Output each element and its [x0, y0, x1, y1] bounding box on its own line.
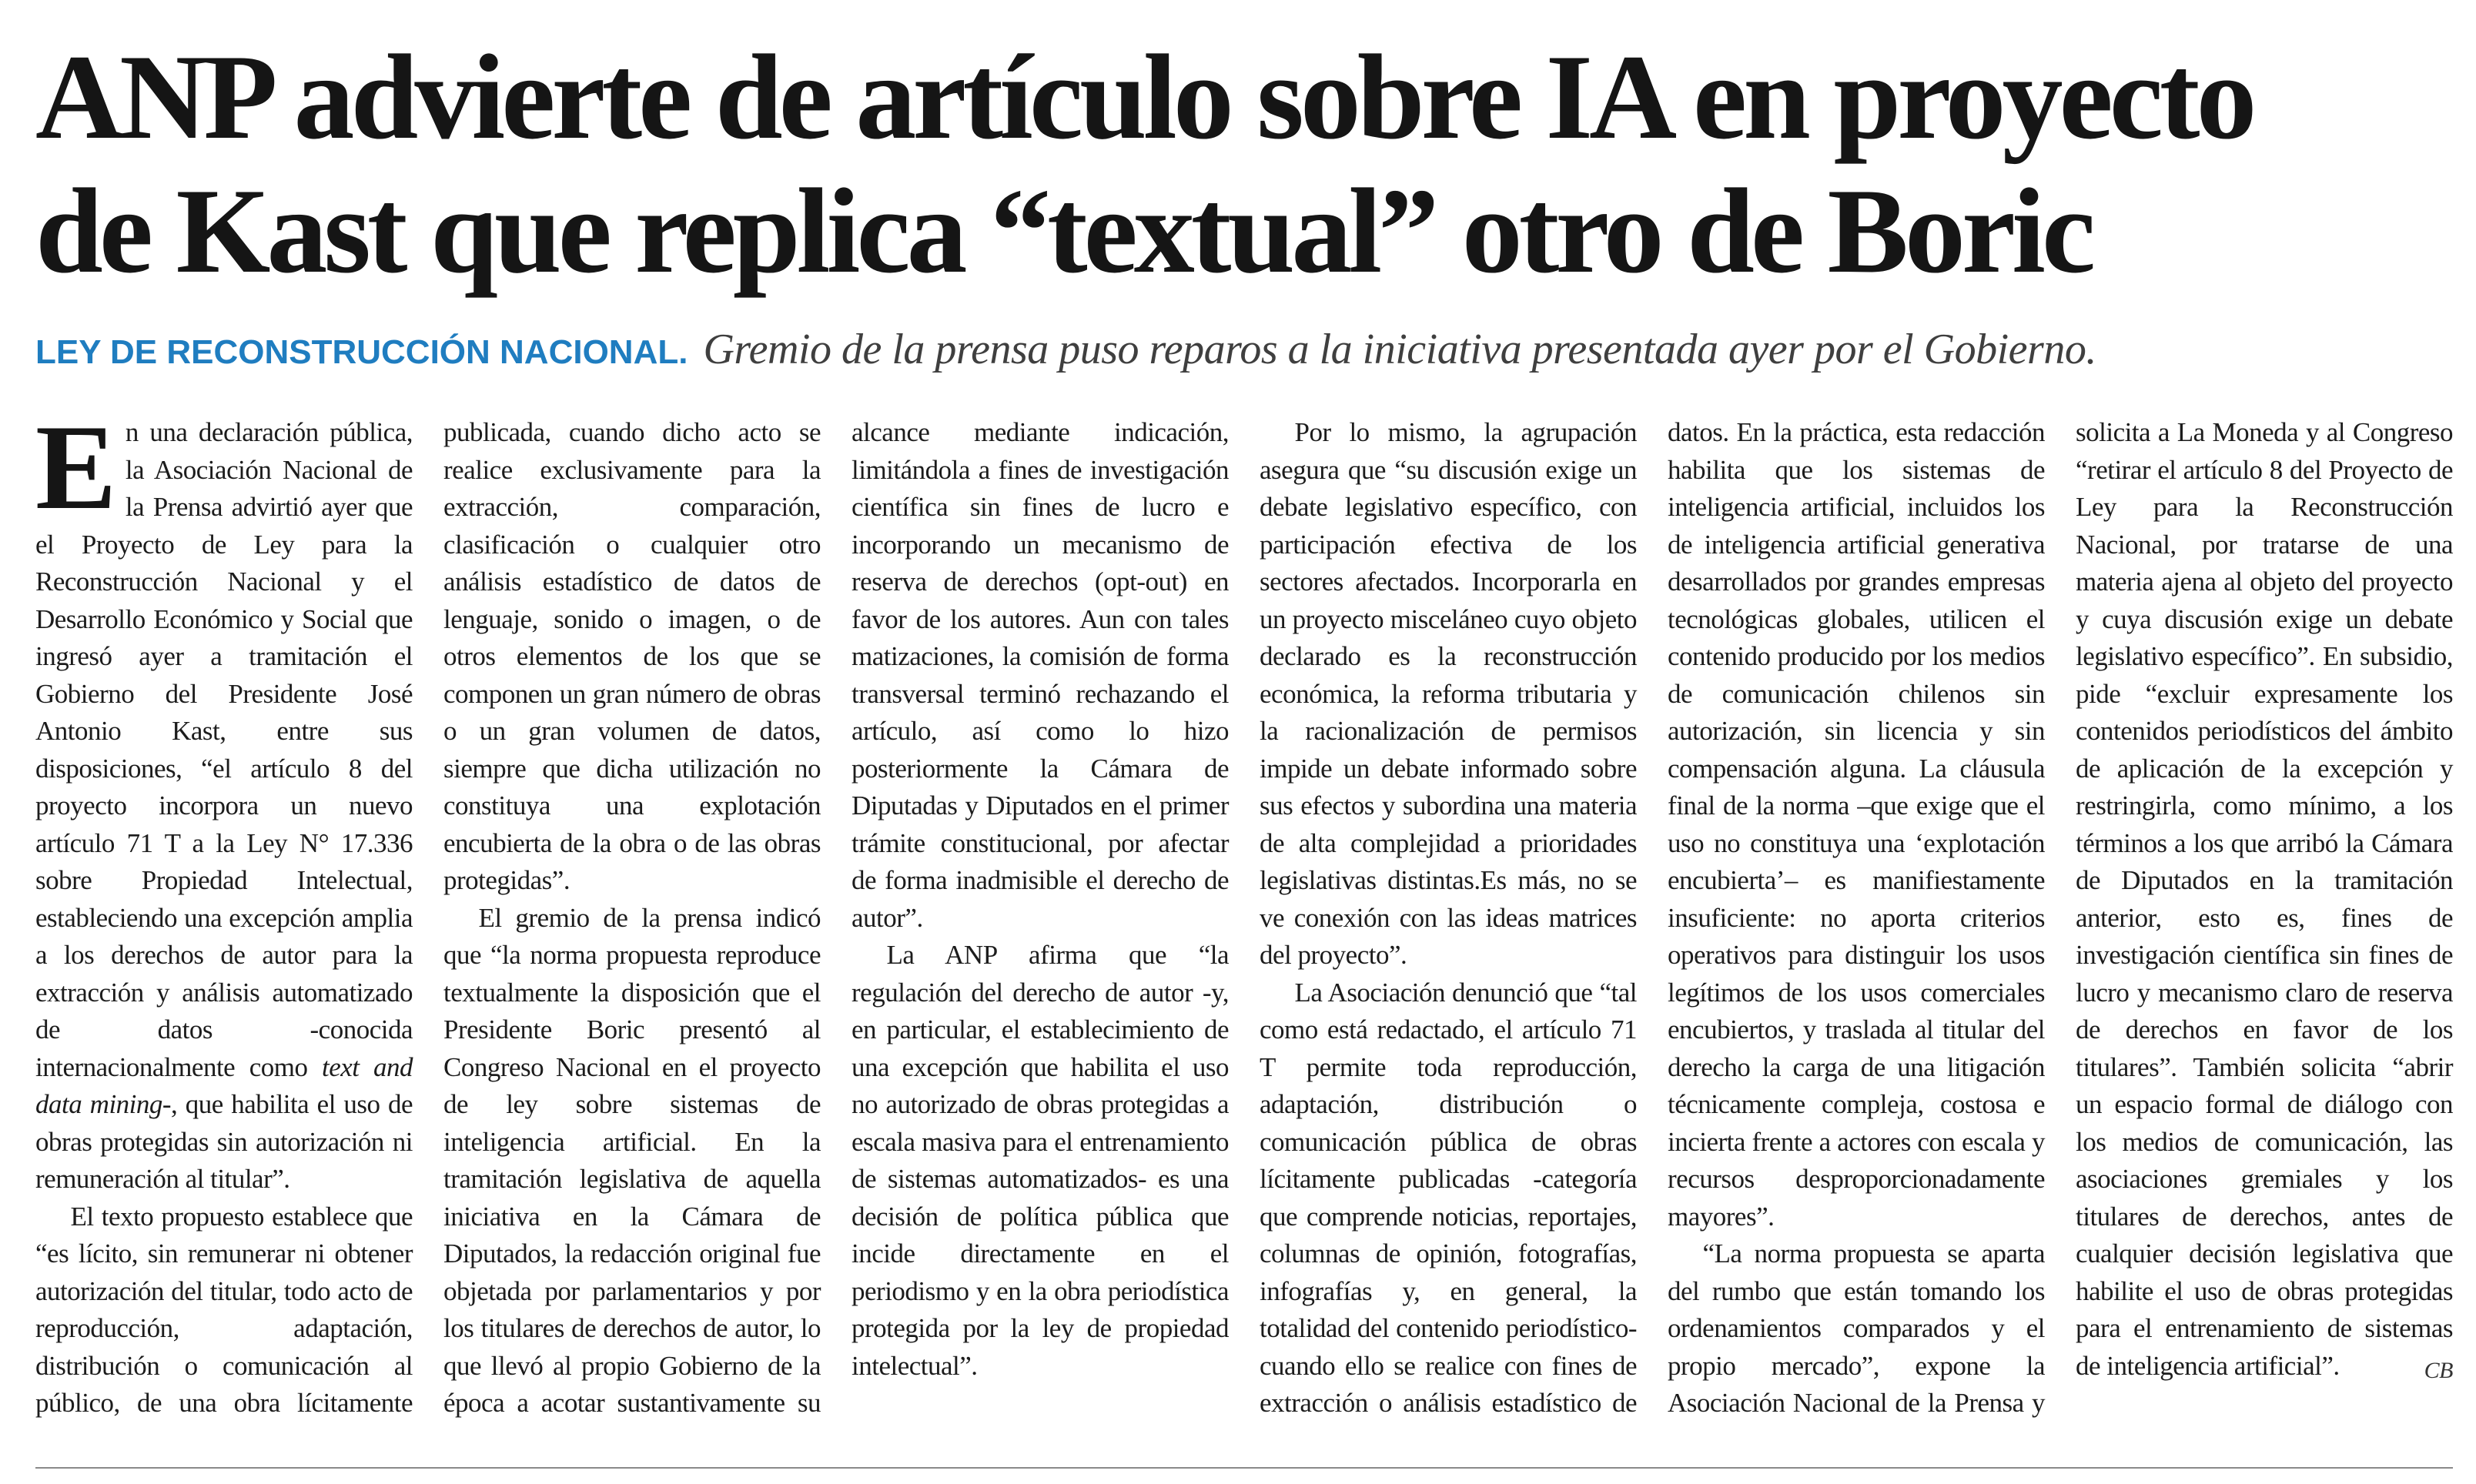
- article-paragraph-4: La ANP afirma que “la regulación del derecho de autor -y, en particular, el establecimiento de una excepción que habilita el uso no autorizado de obras protegidas a escala masiva para el entrenamiento de sistemas automatizados- es una decisión de política pública que incide directamente en el periodismo y en la obra periodística protegida por la ley de propiedad intelectual”.: [852, 940, 1229, 1381]
- article-paragraph-1-tail: -, que habilita el uso de obras protegidas sin autorización ni remuneración al titular”.: [35, 1089, 413, 1194]
- article-paragraph-3: El gremio de la prensa indicó que “la norma propuesta reproduce textualmente la disposición que el Presidente Boric presentó al Congreso Nacional en el proyecto de ley sobre sistemas de inteligencia artificial. En la tramitación legislativa de aquella iniciativa en la Cámara de Diputados, la redacción original fue objetada por parlamentarios y por los titulares de derechos de autor, lo que llevó al propio Gobierno de la época a acotar sustantivamente su alcance mediante indicación, limitándola a fines de investigación científica sin fines de lucro e incorporando un mecanismo de reserva de derechos (opt-out) en favor de los autores. Aun con tales matizaciones, la comisión de forma transversal terminó rechazando el artículo, así como lo hizo posteriormente la Cámara de Diputadas y Diputados en el primer trámite constitucional, por afectar de forma inadmisible el derecho de autor”.: [443, 417, 1229, 1418]
- article-paragraph-5: Por lo mismo, la agrupación asegura que “su discusión exige un debate legislativo específico, con participación efectiva de los sectores afectados. Incorporarla en un proyecto misceláneo cuyo objeto declarado es la reconstrucción económica, la reforma tributaria y la racionalización de permisos impide un debate informado sobre sus efectos y subordina una materia de alta complejidad a prioridades legislativas distintas.Es más, no se ve conexión con las ideas matrices del proyecto”.: [1260, 417, 1637, 970]
- deck: [35, 322, 2453, 388]
- headline-line-1: ANP advierte de artículo sobre IA en proyecto: [35, 30, 2253, 165]
- article-paragraph-1: [35, 400, 413, 1198]
- article-paragraph-6: La Asociación denunció que “tal como está redactado, el artículo 71 T permite toda reproducción, adaptación, distribución o comunicación pública de obras lícitamente publicadas -categoría que comprende noticias, reportajes, columnas de opinión, fotografías, infografías y, en general, la totalidad del contenido periodístico- cuando ello se realice con fines de extracción o análisis estadístico de datos. En la práctica, esta redacción habilita que los sistemas de inteligencia artificial, incluidos los de inteligencia artificial generativa desarrollados por grandes empresas tecnológicas globales, utilicen el contenido producido por los medios de comunicación chilenos sin autorización, sin licencia y sin compensación alguna. La cláusula final de la norma –que exige que el uso no constituya una ‘explotación encubierta’– es manifiestamente insuficiente: no aporta criterios operativos para distinguir los usos legítimos de los usos comerciales encubiertos, y traslada al titular del derecho la carga de una litigación técnicamente compleja, costosa e incierta frente a actores con escala y recursos desproporcionadamente mayores”.: [1260, 417, 2045, 1418]
- section-kicker: LEY DE RECONSTRUCCIÓN NACIONAL.: [35, 333, 688, 371]
- author-initials: CB: [2424, 1357, 2453, 1383]
- article-body: [35, 400, 2453, 1453]
- article-paragraph-1-text: n una declaración pública, la Asociación Nacional de la Prensa advirtió ayer que el Proyecto de Ley para la Reconstrucción Nacional y el Desarrollo Económico y Social que ingresó ayer a tramitación el Gobierno del Presidente José Antonio Kast, entre sus disposiciones, “el artículo 8 del proyecto incorpora un nuevo artículo 71 T a la Ley N° 17.336 sobre Propiedad Intelectual, estableciendo una excepción amplia a los derechos de autor para la extracción y análisis automatizado de datos -conocida internacionalmente como: [35, 417, 413, 1082]
- bottom-rule: [35, 1467, 2453, 1469]
- article-paragraph-2: El texto propuesto establece que “es lícito, sin remunerar ni obtener autorización del titular, todo acto de reproducción, adaptación, distribución o comunicación al público, de una obra lícitamente publicada, cuando dicho acto se realice exclusivamente para la extracción, comparación, clasificación o cualquier otro análisis estadístico de datos de lenguaje, sonido o imagen, o de otros elementos de los que se componen un gran número de obras o un gran volumen de datos, siempre que dicha utilización no constituya una explotación encubierta de la obra o de las obras protegidas”.: [35, 417, 821, 1418]
- headline: [35, 31, 2453, 299]
- article-paragraph-1-emphasis: text and data mining: [35, 1051, 413, 1119]
- article-paragraph-7-text: “La norma propuesta se aparta del rumbo que están tomando los ordenamientos comparados y el propio mercado”, expone la Asociación Nacional de la Prensa y solicita a La Moneda y al Congreso “retirar el artículo 8 del Proyecto de Ley para la Reconstrucción Nacional, por tratarse de una materia ajena al objeto del proyecto y cuya discusión exige un debate legislativo específico”. En subsidio, pide “excluir expresamente los contenidos periodísticos del ámbito de aplicación de la excepción y restringirla, como mínimo, a los términos a los que arribó la Cámara de Diputados en la tramitación anterior, esto es, fines de investigación científica sin fines de lucro y mecanismo claro de reserva de derechos en favor de los titulares”. También solicita “abrir un espacio formal de diálogo con los medios de comunicación, las asociaciones gremiales y los titulares de derechos, antes de cualquier decisión legislativa que habilite el uso de obras protegidas para el entrenamiento de sistemas de inteligencia artificial”.: [1668, 417, 2453, 1418]
- drop-cap: E: [35, 400, 116, 535]
- headline-line-2: de Kast que replica “textual” otro de Boric: [35, 164, 2093, 299]
- subheadline: Gremio de la prensa puso reparos a la iniciativa presentada ayer por el Gobierno.: [703, 326, 2096, 373]
